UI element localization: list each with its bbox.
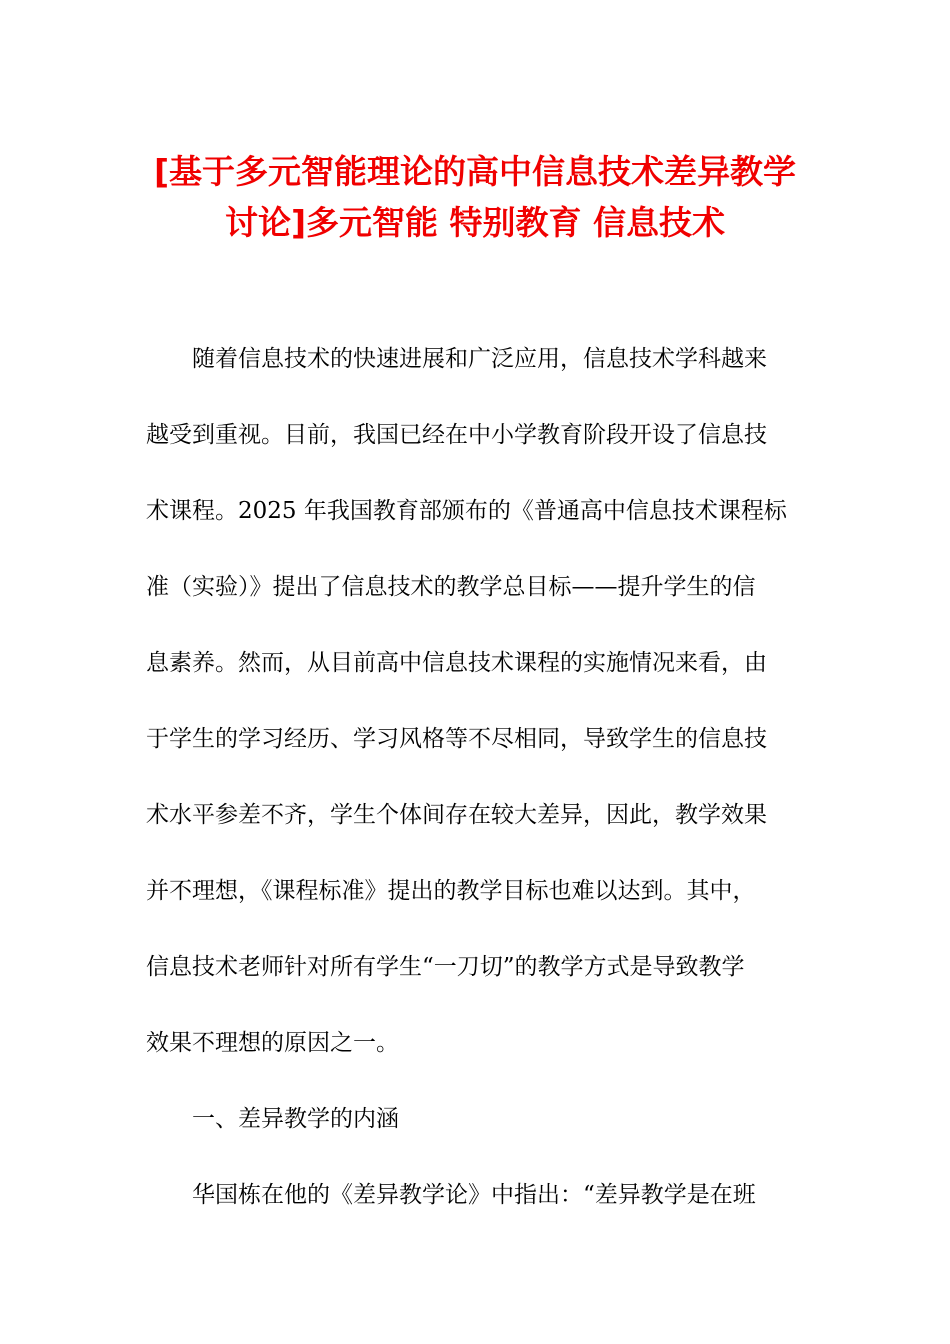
section-heading: 一、差异教学的内涵 — [192, 1106, 399, 1132]
paragraph-line: 信息技术老师针对所有学生“一刀切”的教学方式是导致教学 — [146, 954, 745, 980]
title-line-1: [基于多元智能理论的高中信息技术差异教学 — [153, 152, 797, 191]
paragraph-line: 随着信息技术的快速进展和广泛应用，信息技术学科越来 — [192, 346, 767, 372]
paragraph-line: 准（实验）》提出了信息技术的教学总目标——提升学生的信 — [146, 574, 756, 600]
paragraph-line: 华国栋在他的《差异教学论》中指出：“差异教学是在班 — [192, 1182, 756, 1208]
title-line-2: 讨论]多元智能 特别教育 信息技术 — [224, 203, 726, 242]
paragraph-line: 越受到重视。目前，我国已经在中小学教育阶段开设了信息技 — [146, 422, 767, 448]
document-title — [120, 146, 830, 248]
paragraph-line: 于学生的学习经历、学习风格等不尽相同，导致学生的信息技 — [146, 726, 767, 752]
paragraph-line: 并不理想，《课程标准》提出的教学目标也难以达到。其中， — [146, 878, 756, 904]
paragraph-line: 术课程。2025 年我国教育部颁布的《普通高中信息技术课程标 — [146, 498, 787, 524]
paragraph-line: 效果不理想的原因之一。 — [146, 1030, 399, 1056]
paragraph-intro — [146, 321, 806, 1081]
document-body — [146, 321, 806, 1233]
paragraph-line: 术水平参差不齐，学生个体间存在较大差异，因此，教学效果 — [146, 802, 767, 828]
paragraph-line: 息素养。然而，从目前高中信息技术课程的实施情况来看，由 — [146, 650, 767, 676]
paragraph-definition — [146, 1157, 806, 1233]
